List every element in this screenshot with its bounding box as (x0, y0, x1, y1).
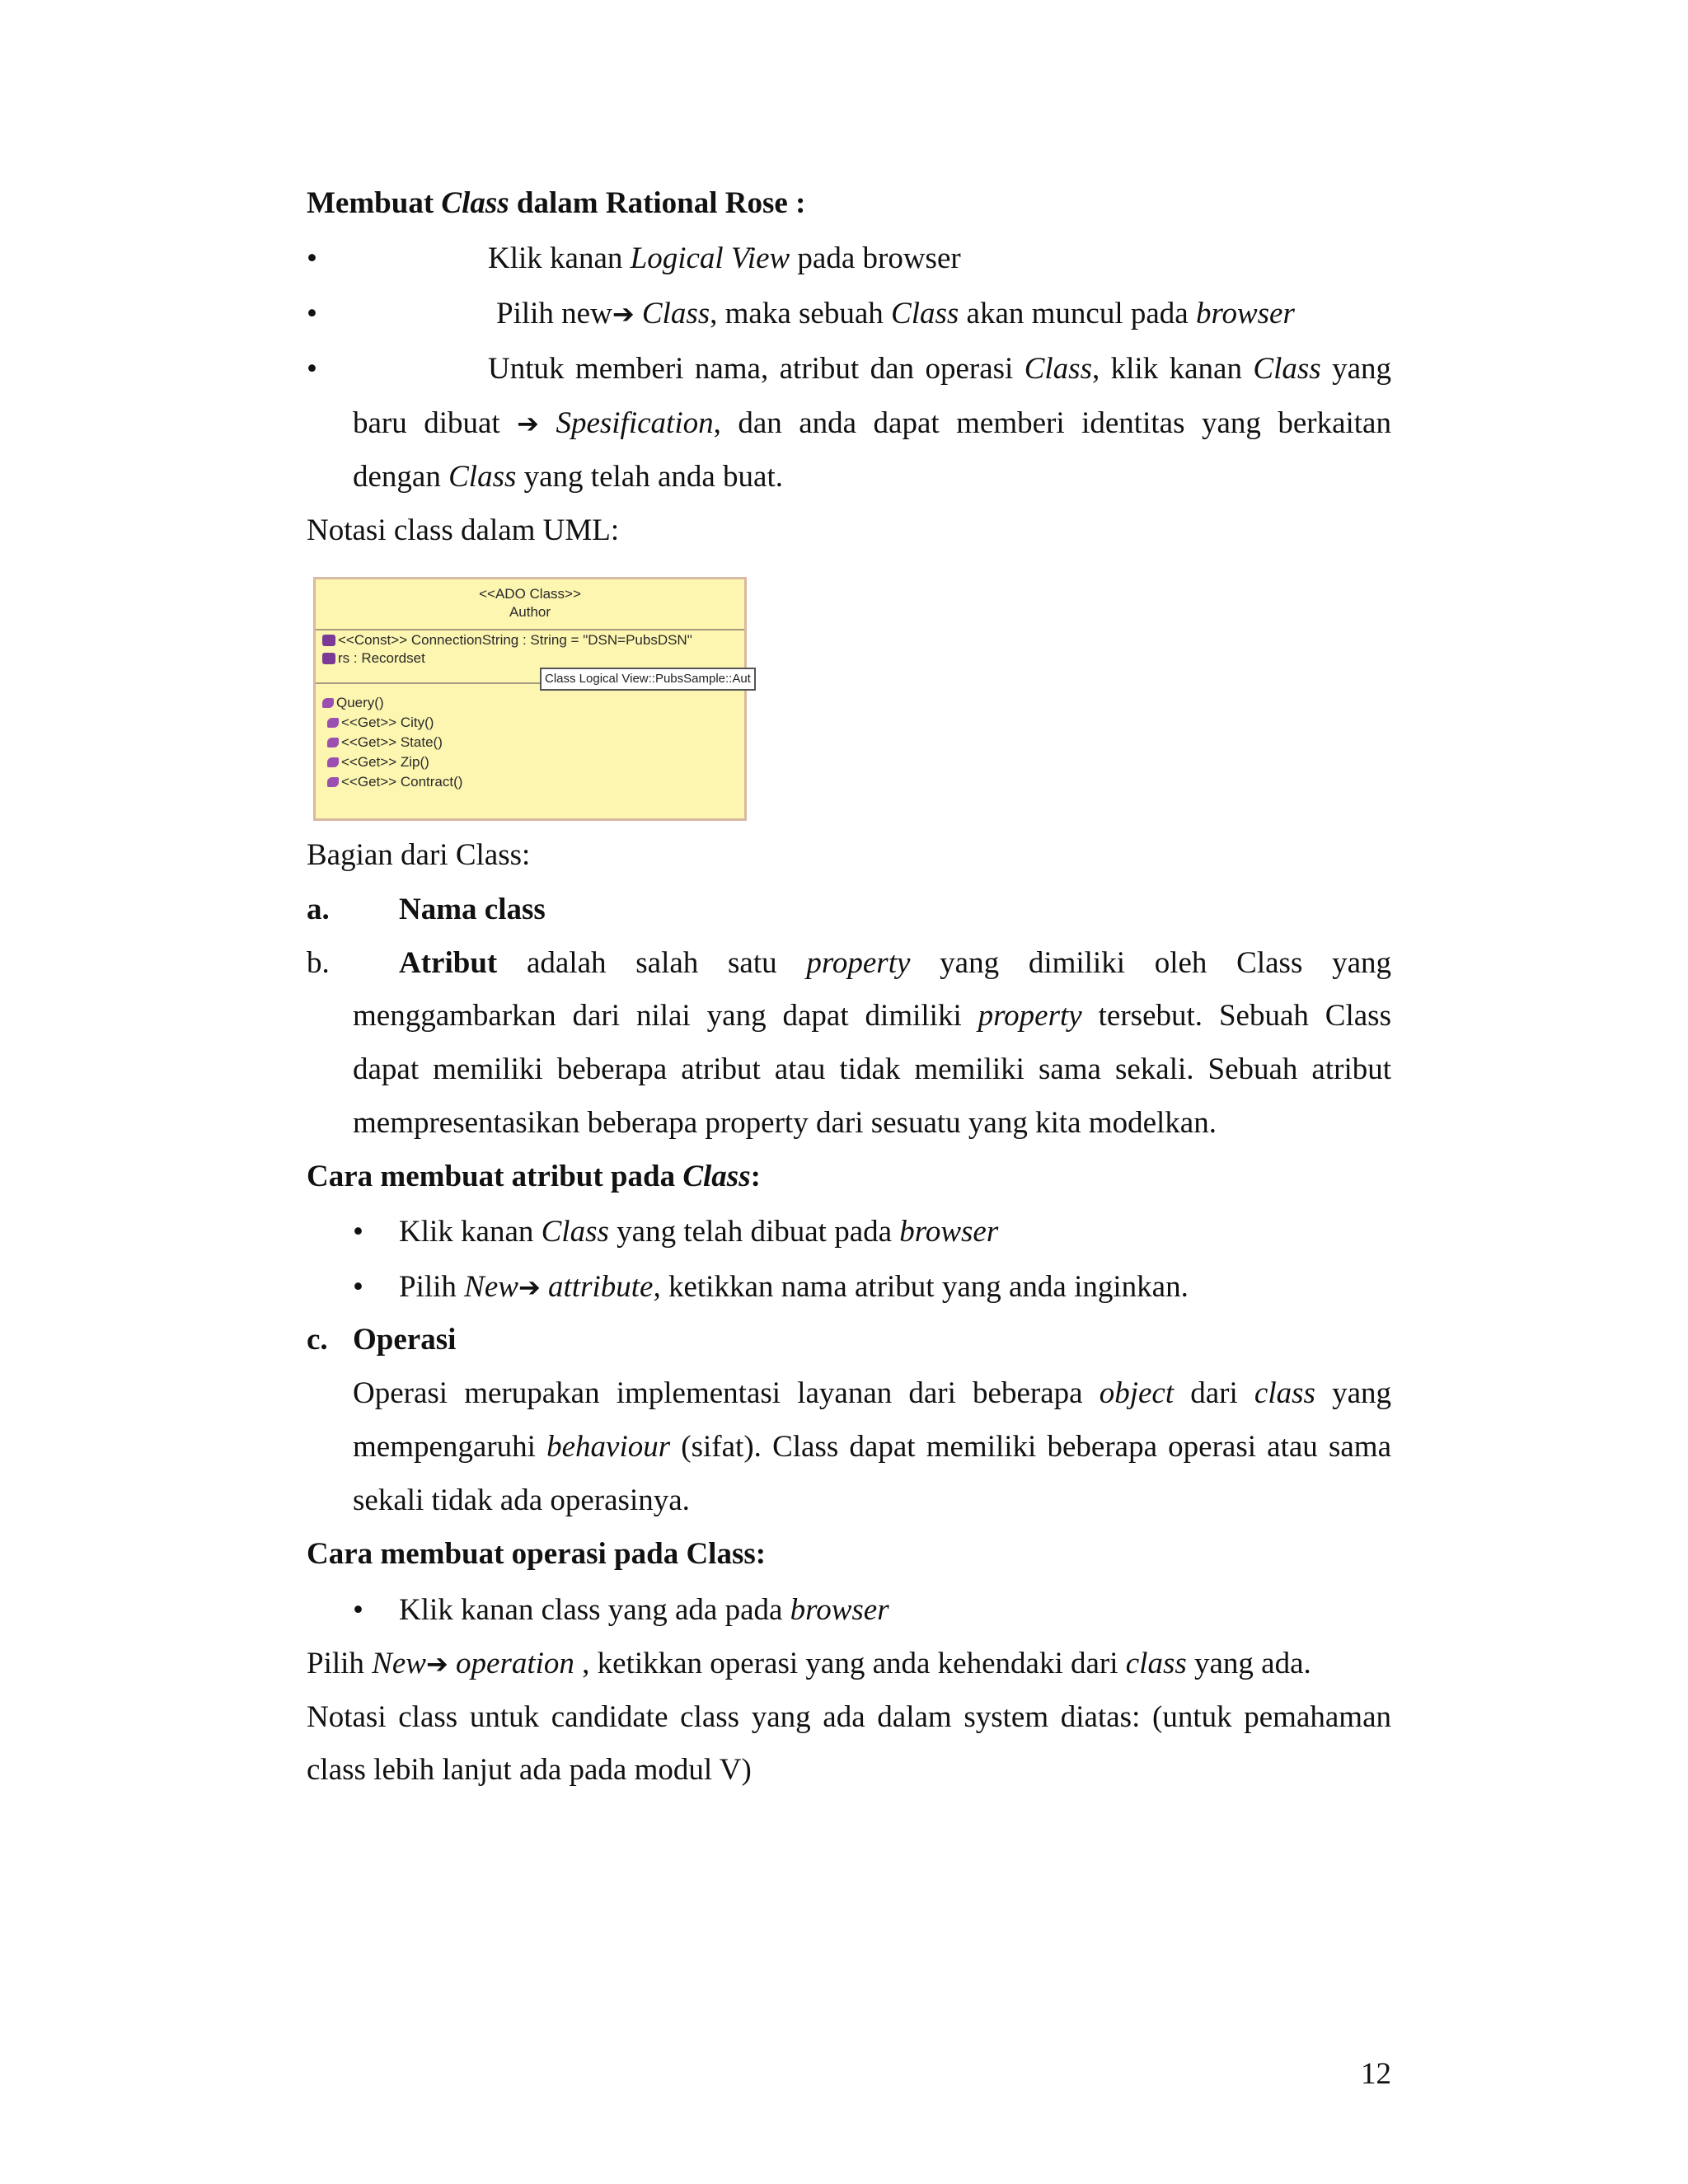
bullet-icon: • (353, 1593, 363, 1627)
notasi-candidate-line1: Notasi class untuk candidate class yang ada dalam system diatas: (untuk pemahaman (307, 1700, 1391, 1734)
uml-tooltip: Class Logical View::PubsSample::Aut (540, 668, 756, 691)
bullet-icon: • (307, 352, 317, 386)
operation-icon (327, 777, 339, 787)
page-number: 12 (1361, 2057, 1391, 2091)
bullet-icon: • (307, 297, 317, 330)
operation-icon (327, 718, 339, 728)
item-b-atribut-line4: mempresentasikan beberapa property dari sesuatu yang kita modelkan. (353, 1106, 1217, 1140)
bagian-title: Bagian dari Class: (307, 838, 531, 872)
uml-operation: <<Get>> State() (327, 734, 443, 751)
uml-stereotype: <<ADO Class>> (479, 586, 581, 602)
cara-atribut-title: Cara membuat atribut pada Class: (307, 1160, 761, 1193)
document-page: Membuat Class dalam Rational Rose : • Klik kanan Logical View pada browser • Pilih new➔ Class, maka sebuah Class akan muncul pada browser • Untuk memberi nama, atribut dan operasi Class, klik kanan Class yang baru dibuat ➔ Spesification, dan anda dapat memberi identitas yang berkaitan dengan Class yang telah anda buat. Notasi class dalam UML: Bagian dari Class: a. Nama class b. Atribut adalah salah satu property yang dimiliki oleh Class yang menggambarkan dari nilai yang dapat dimiliki property tersebut. Sebuah Class dapat memiliki beberapa atribut atau tidak memiliki sama sekali. Sebuah atribut mempresentasikan beberapa property dari sesuatu yang kita modelkan. Cara membuat atribut pada Class: • Klik kanan Class yang telah dibuat pada browser • Pilih New➔ attribute, ketikkan nama atribut yang anda inginkan. c. Operasi Operasi merupakan implementasi layanan dari beberapa object dari class yang mempengaruhi behaviour (sifat). Class dapat memiliki beberapa operasi atau sama sekali tidak ada operasinya. Cara membuat operasi pada Class: • Klik kanan class yang ada pada browser Pilih New➔ operation , ketikkan operasi yang anda kehendaki dari class yang ada. Notasi class untuk candidate class yang ada dalam system diatas: (untuk pemahaman class lebih lanjut ada pada modul V) <<ADO Class>> Author <<Const>> ConnectionString : String = "DSN=PubsDSN" rs : Recordset Query() <<Get>> City() <<Get>> State() <<Get>> Zip() <<Get>> Contract() Class Logical View::PubsSample::Aut 12 (0, 0, 1688, 2184)
uml-class-diagram (313, 577, 747, 821)
bullet-icon: • (353, 1215, 363, 1249)
uml-divider (316, 629, 744, 630)
uml-attribute: rs : Recordset (322, 650, 425, 667)
operation-icon (327, 757, 339, 767)
arrow-right-icon: ➔ (612, 298, 635, 330)
uml-operation: Query() (322, 695, 384, 711)
attribute-icon (322, 635, 335, 646)
uml-operation: <<Get>> Zip() (327, 754, 429, 771)
bullet-icon: • (307, 241, 317, 275)
notasi-candidate-line2: class lebih lanjut ada pada modul V) (307, 1753, 752, 1787)
operasi-desc-line1: Operasi merupakan implementasi layanan dari beberapa object dari class yang (353, 1376, 1391, 1410)
uml-class-name: Author (509, 604, 551, 620)
bullet-item-memberi-nama-line3: dengan Class yang telah anda buat. (353, 460, 783, 494)
notasi-uml-label: Notasi class dalam UML: (307, 513, 620, 547)
bullet-item-memberi-nama-line2: baru dibuat ➔ Spesification, dan anda dapat memberi identitas yang berkaitan (353, 406, 1391, 440)
arrow-right-icon: ➔ (517, 408, 539, 439)
uml-operation: <<Get>> City() (327, 715, 434, 731)
section-title-membuat-class: Membuat Class dalam Rational Rose : (307, 186, 806, 220)
operasi-desc-line3: sekali tidak ada operasinya. (353, 1483, 690, 1517)
arrow-right-icon: ➔ (518, 1272, 541, 1303)
attribute-icon (322, 653, 335, 664)
arrow-right-icon: ➔ (425, 1648, 448, 1680)
uml-operation: <<Get>> Contract() (327, 774, 462, 790)
operasi-desc-line2: mempengaruhi behaviour (sifat). Class dapat memiliki beberapa operasi atau sama (353, 1430, 1391, 1464)
bullet-icon: • (353, 1270, 363, 1304)
uml-attribute: <<Const>> ConnectionString : String = "DSN=PubsDSN" (322, 632, 692, 649)
operation-icon (327, 738, 339, 748)
operasi-step-2: Pilih New➔ operation , ketikkan operasi yang anda kehendaki dari class yang ada. (307, 1647, 1311, 1680)
item-b-atribut-line3: dapat memiliki beberapa atribut atau tidak memiliki sama sekali. Sebuah atribut (353, 1052, 1391, 1086)
cara-operasi-title: Cara membuat operasi pada Class: (307, 1537, 767, 1571)
item-b-atribut-line2: menggambarkan dari nilai yang dapat dimiliki property tersebut. Sebuah Class (353, 999, 1391, 1033)
operation-icon (322, 698, 334, 708)
